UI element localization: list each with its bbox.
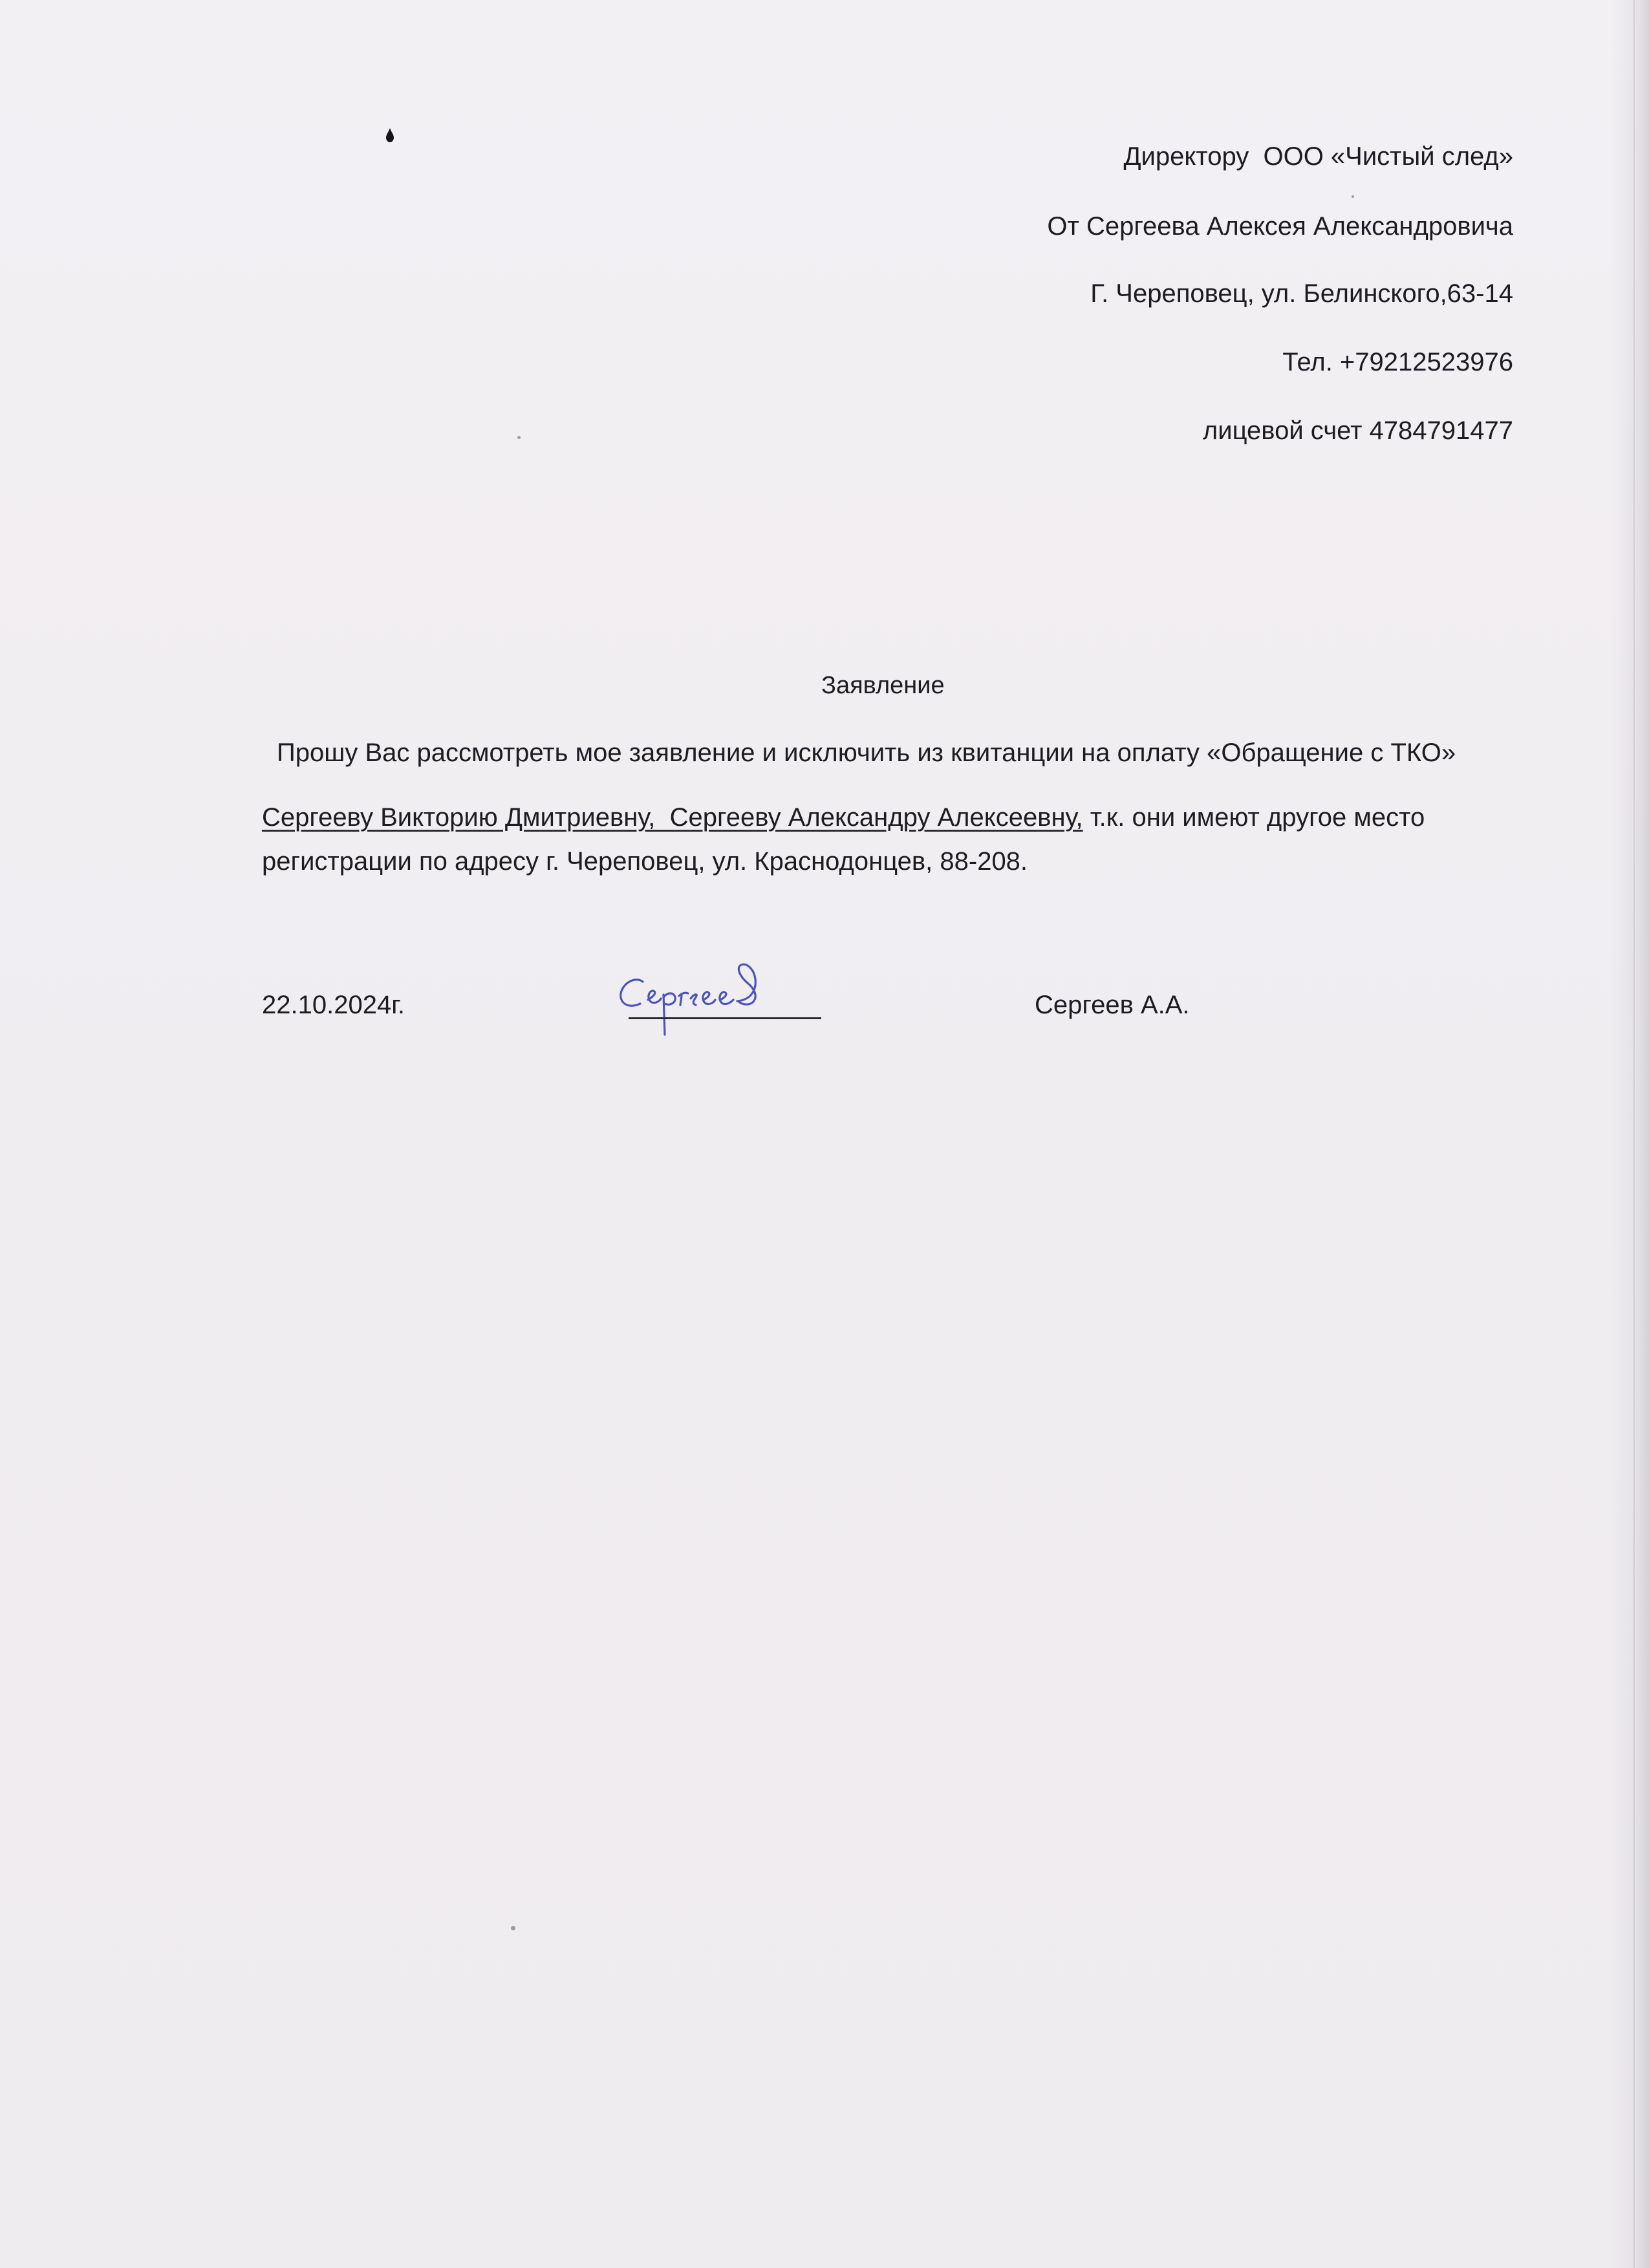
addressee-line: Директору ООО «Чистый след» xyxy=(1123,142,1513,171)
signer-name: Сергеев А.А. xyxy=(1035,991,1190,1019)
sender-address-line: Г. Череповец, ул. Белинского,63-14 xyxy=(1090,279,1513,308)
paper-edge-shadow xyxy=(1610,0,1649,2268)
sender-phone-line: Тел. +79212523976 xyxy=(1282,348,1513,376)
request-paragraph: Прошу Вас рассмотреть мое заявление и исключить из квитанции на оплату «Обращение с ТКО» xyxy=(277,739,1456,767)
paper-speck xyxy=(1352,195,1354,198)
request-paragraph-continued xyxy=(262,802,1425,833)
document-title: Заявление xyxy=(821,672,945,699)
handwritten-signature xyxy=(614,944,808,1048)
underlined-names: Сергееву Викторию Дмитриевну, Сергееву Александру Алексеевну, xyxy=(262,803,1083,832)
reason-text: т.к. они имеют другое место xyxy=(1083,803,1425,832)
account-number-line: лицевой счет 4784791477 xyxy=(1202,416,1513,445)
paper-speck xyxy=(517,436,521,439)
paper-edge-line xyxy=(1633,0,1635,2268)
document-date: 22.10.2024г. xyxy=(262,991,405,1019)
signature-line xyxy=(629,1017,821,1019)
sender-name-line: От Сергеева Алексея Александровича xyxy=(1047,212,1513,241)
ink-drop-mark xyxy=(385,128,394,142)
paper-speck xyxy=(511,1926,515,1930)
registration-address-line: регистрации по адресу г. Череповец, ул. Краснодонцев, 88-208. xyxy=(262,847,1028,876)
